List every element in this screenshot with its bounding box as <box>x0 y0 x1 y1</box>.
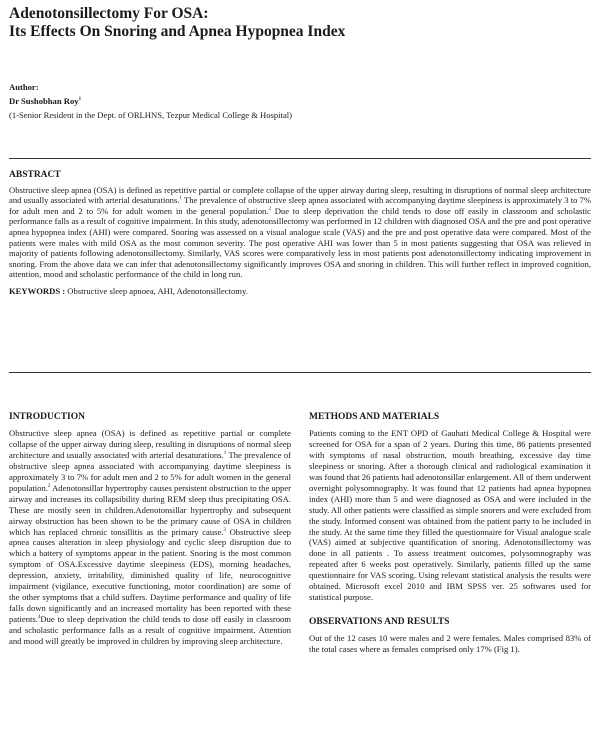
author-name: Dr Sushobhan Roy <box>9 96 79 106</box>
author-name-line <box>9 94 594 108</box>
author-label: Author: <box>9 82 39 92</box>
observations-text: Out of the 12 cases 10 were males and 2 were females. Males comprised 83% of the total cases where as females comprised only 17% (Fig 1). <box>309 633 591 655</box>
intro-citation-3: 3 <box>223 527 226 533</box>
intro-citation-1: 1 <box>223 451 227 456</box>
abstract-text-part-2: The prevalence of obstructive sleep apnea associated with accompanying daytime sleepiness is approximately 3 to 7% for adult men and 2 to 5% for adult women in the general population. <box>9 195 591 216</box>
intro-citation-4: 4 <box>37 615 41 621</box>
abstract-citation-2: 2 <box>268 206 271 212</box>
intro-citation-2: 2 <box>47 483 51 489</box>
left-column <box>9 412 291 647</box>
author-block <box>9 80 594 122</box>
intro-text-part-5: Due to sleep deprivation the child tends to dose off easily in classroom and scholastic performance falls as a result of cognitive impairment. Attention and mood will greatly be improved in children by improving sleep architecture. <box>9 614 291 647</box>
introduction-heading: INTRODUCTION <box>9 412 86 422</box>
keywords-label: KEYWORDS : <box>9 285 66 296</box>
divider-bottom <box>9 372 591 373</box>
introduction-text <box>9 428 291 647</box>
author-affiliation: (1-Senior Resident in the Dept. of ORLHNS, Tezpur Medical College & Hospital) <box>9 110 293 120</box>
abstract-citation-1: 1 <box>179 196 182 202</box>
abstract-section <box>9 170 591 297</box>
author-sup: 1 <box>78 97 82 103</box>
title-block <box>9 5 594 41</box>
abstract-text <box>9 185 591 280</box>
title-line-2: Its Effects On Snoring and Apnea Hypopnea Index <box>9 23 346 40</box>
intro-text-part-3: Adenotonsillar hypertrophy causes persistent obstruction to the upper airway and increases its collapsibility during REM sleep thus precipitating OSA. These are mostly seen in children.Adenotonsillar hypertrophy and subsequent airway obstruction has been shown to be the primary cause of OSA in children which has replaced chronic tonsillitis as the primary cause. <box>9 482 291 537</box>
right-column <box>309 412 591 655</box>
intro-text-part-4: Obstructive sleep apnea causes alteration in sleep physiology and cyclic sleep disruption due to which a battery of symptoms appear in the patient. Snoring is the most common symptom of OSA.Excessive daytime sleepiness (EDS), morning headaches, depression, anxiety, irritability, diminished quality of life, neurocognitive impairment (vigilance, executive functioning, motor coordination) are some of the other symptoms that a child suffers. Daytime performance and quality of life falls down significantly and an increased mortality has been reported with these patients. <box>9 526 291 625</box>
intro-text-part-1: Obstructive sleep apnea (OSA) is defined as repetitive partial or complete collapse of the upper airway during sleep, resulting in disruptions of normal sleep architecture and usually associated with arterial desaturations. <box>9 427 291 460</box>
methods-text: Patients coming to the ENT OPD of Gauhati Medical College & Hospital were screened for OSA for a span of 2 years. During this time, 86 patients presented with symptoms of nasal obstruction, mouth breathing, excessive day time sleepiness or snoring. After a thorough clinical and radiological examination it was found that 26 patients had adenotonsillar enlargement. All of them underwent overnight polysomnography. It was found that 12 patients had apnea hypopnea index (AHI) more than 5 and were diagnosed as OSA and were included in the study. All other patients were classified as simple snorers and were excluded from the study. Informed consent was obtained from the patient party to be included in the study. At the same time they filled the questionnaire for Visual analogue scale (VAS) aimed at subjective quantification of snoring. Adenotonsillectomy was done in all patients . To assess treatment outcomes, polysomnography was repeated after 6 weeks post operatively. Similarly, patients filled up the same questionnaire for VAS scoring. Using relevant statistical analysis the results were obtained. Microsoft excel 2010 and IBM SPSS ver. 25 softwares used for statistical purpose. <box>309 427 591 603</box>
intro-text-part-2: The prevalence of obstructive sleep apnea associated with accompanying daytime sleepiness is approximately 3 to 7% for adult men and 2 to 5% for adult women in the general population. <box>9 449 291 493</box>
observations-heading: OBSERVATIONS AND RESULTS <box>309 617 450 628</box>
abstract-heading: ABSTRACT <box>9 170 61 180</box>
divider-top <box>9 158 591 159</box>
keywords <box>9 286 591 297</box>
paper-title <box>9 5 594 41</box>
abstract-text-part-1: Obstructive sleep apnea (OSA) is defined as repetitive partial or complete collapse of the upper airway during sleep, resulting in disruptions of normal sleep architecture and usually associated with arterial desaturations. <box>9 184 591 206</box>
methods-heading: METHODS AND MATERIALS <box>309 412 440 422</box>
abstract-text-part-3: Due to sleep deprivation the child tends to dose off easily in classroom and scholastic performance falls as a result of cognitive impairment. In this study, adenotonsillectomy was performed in 12 children with diagnosed OSA and the pre and post operative apnea hypopnea index (AHI) were compared. Snoring was assessed on a visual analogue scale (VAS) and the pre and post operative data were compared. Most of the patients were males with mild OSA as the most common severity. The post operative AHI was lower than 5 in most patients suggesting that OSA was relieved in majority of patients following adenotonsillectomy. Similarly, VAS scores were comparatively less in most patients post adenotonsillectomy indicating improvement in snoring. From the above data we can infer that adenotonsillectomy significantly improves OSA and snoring in children. This will further reflect in improved cognition, attention, mood and scholastic performance of the child in long run. <box>9 205 591 280</box>
keywords-text: Obstructive sleep apnoea, AHI, Adenotonsillectomy. <box>65 285 248 296</box>
title-line-1: Adenotonsillectomy For OSA: <box>9 5 209 22</box>
